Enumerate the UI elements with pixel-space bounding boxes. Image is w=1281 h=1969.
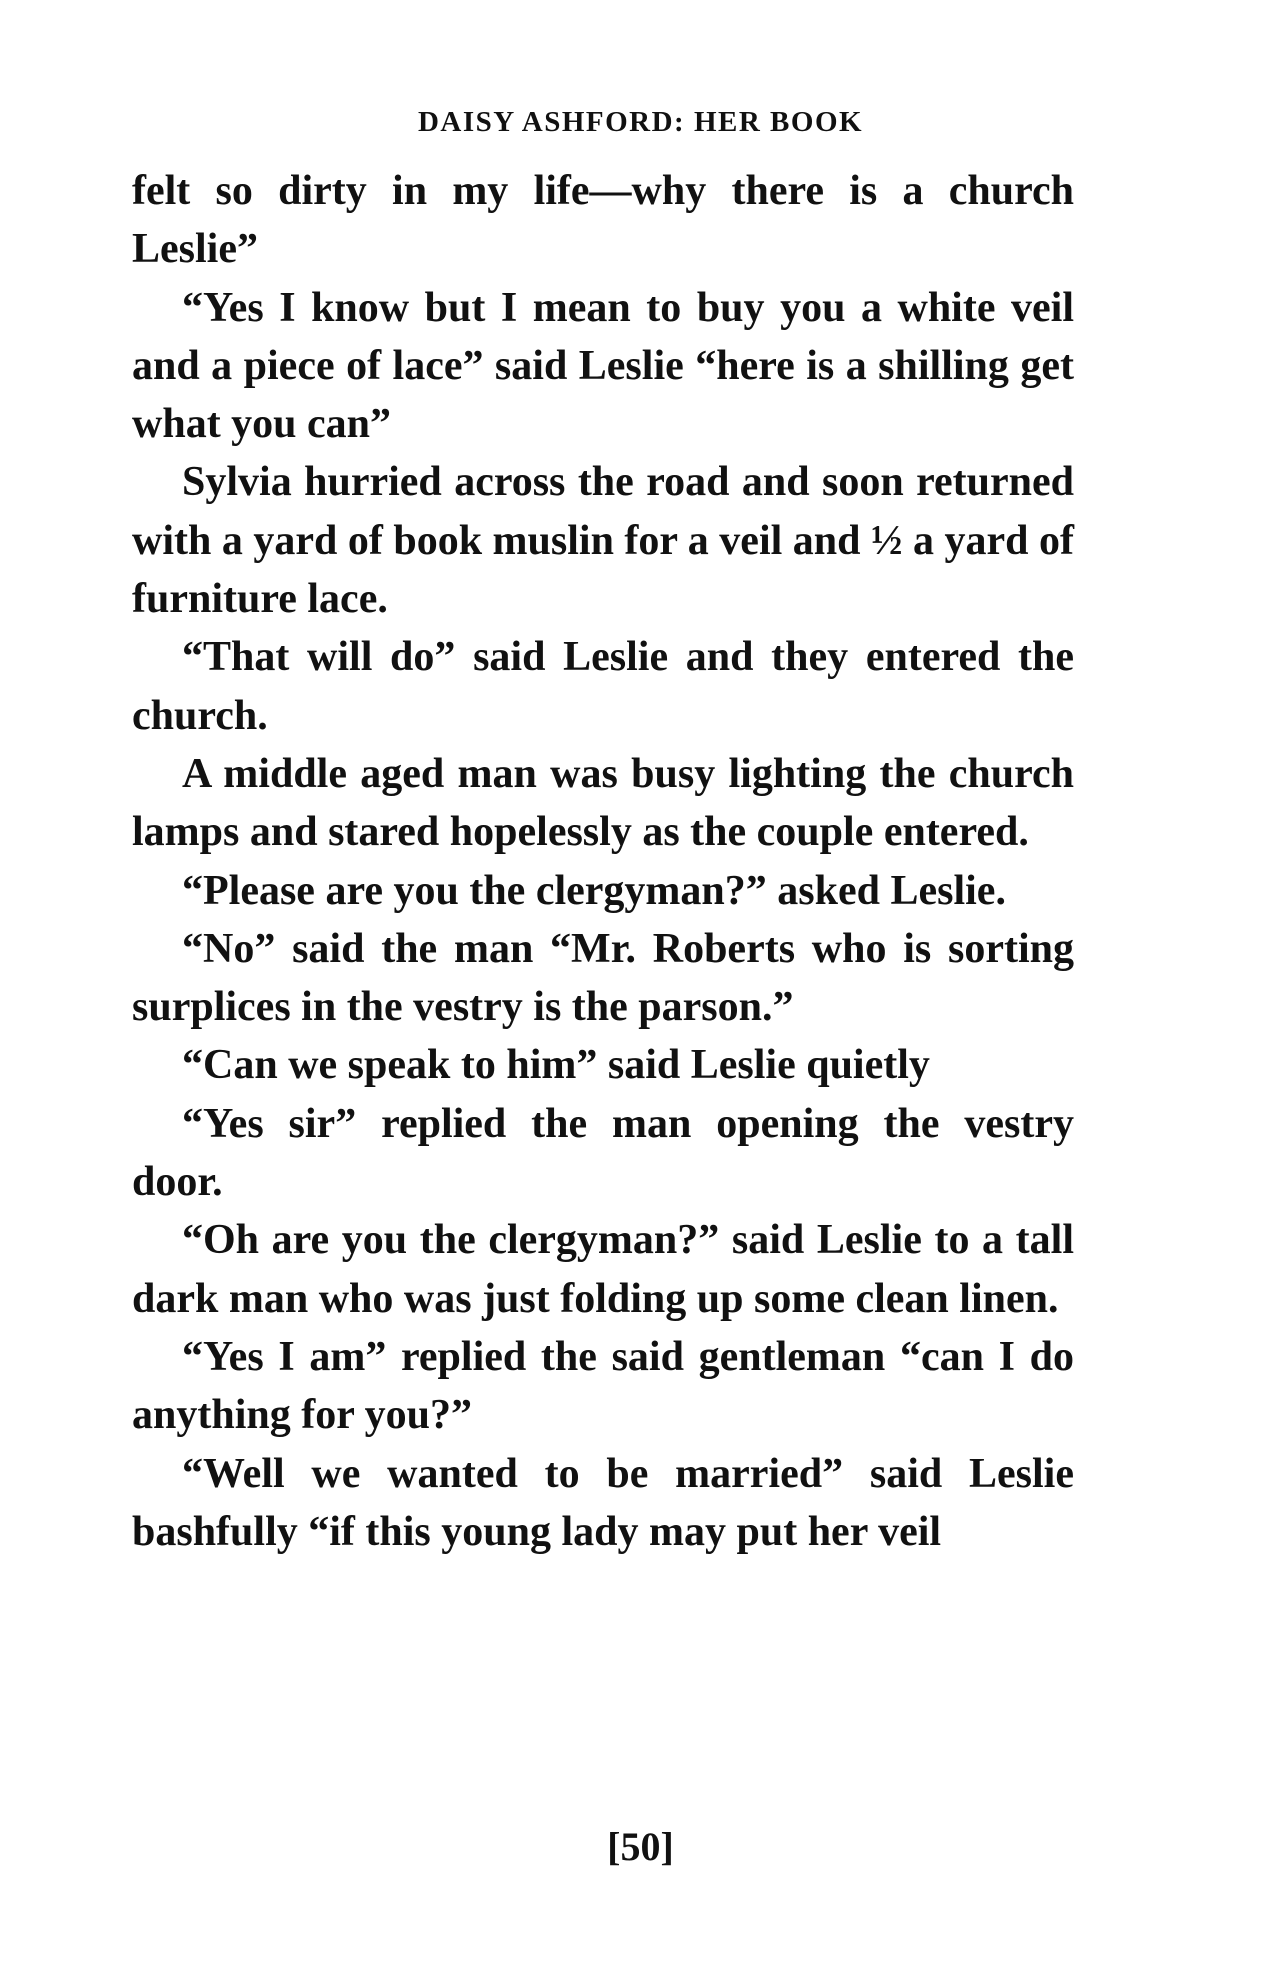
body-text (132, 162, 1074, 1561)
paragraph: “Yes sir” replied the man opening the vestry door. (132, 1100, 1074, 1206)
paragraph: “No” said the man “Mr. Roberts who is sorting surplices in the vestry is the parson.” (132, 925, 1074, 1031)
page-number: [50] (607, 1824, 674, 1869)
running-head: DAISY ASHFORD: HER BOOK (417, 106, 864, 138)
paragraph: “Yes I know but I mean to buy you a white veil and a piece of lace” said Leslie “here is a shilling get what you can” (132, 284, 1074, 448)
paragraph: A middle aged man was busy lighting the church lamps and stared hopelessly as the couple entered. (132, 750, 1074, 856)
paragraph: felt so dirty in my life—why there is a church Leslie” (132, 168, 1074, 273)
paragraph: “Oh are you the clergyman?” said Leslie to a tall dark man who was just folding up some clean linen. (132, 1217, 1074, 1322)
paragraph: “Well we wanted to be married” said Leslie bashfully “if this young lady may put her veil (132, 1450, 1074, 1555)
paragraph: “Please are you the clergyman?” asked Leslie. (182, 867, 1006, 914)
paragraph: “Yes I am” replied the said gentleman “can I do anything for you?” (132, 1333, 1074, 1439)
paragraph: “That will do” said Leslie and they entered the church. (132, 634, 1074, 739)
paragraph: Sylvia hurried across the road and soon returned with a yard of book muslin for a veil and ½ a yard of furniture lace. (132, 459, 1074, 623)
paragraph: “Can we speak to him” said Leslie quietly (182, 1042, 930, 1089)
